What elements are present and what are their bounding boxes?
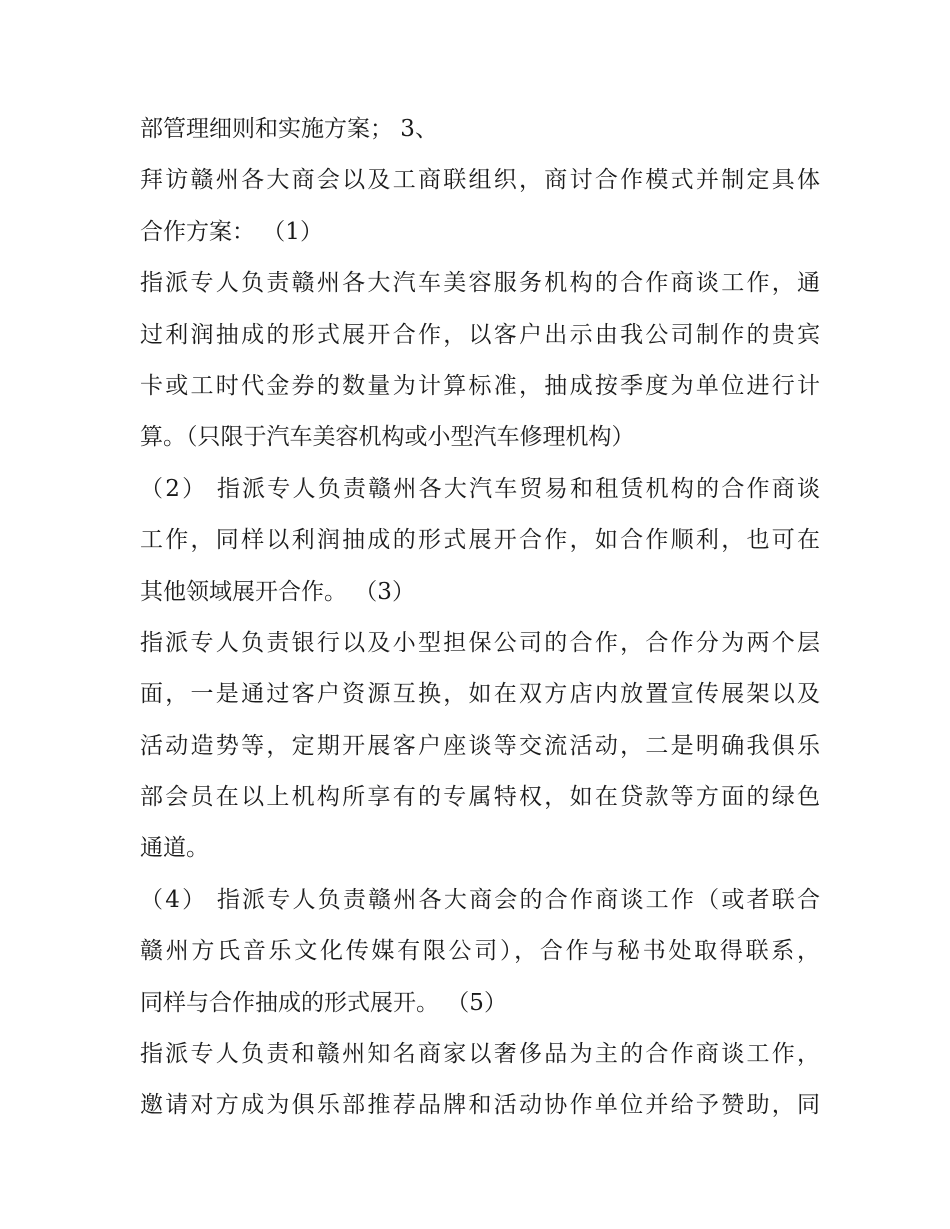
- text-line: （2） 指派专人负责赣州各大汽车贸易和租赁机构的合作商谈: [140, 475, 820, 502]
- text-line: 邀请对方成为俱乐部推荐品牌和活动协作单位并给予赞助，同: [140, 1092, 820, 1119]
- text-line: 同样与合作抽成的形式展开。 （5）: [140, 989, 507, 1016]
- text-line: 面，一是通过客户资源互换，如在双方店内放置宣传展架以及: [140, 681, 820, 708]
- text-line: 赣州方氏音乐文化传媒有限公司），合作与秘书处取得联系，: [140, 938, 820, 965]
- text-line: 部会员在以上机构所享有的专属特权，如在贷款等方面的绿色: [140, 784, 820, 811]
- text-line: 算。（只限于汽车美容机构或小型汽车修理机构）: [140, 424, 635, 451]
- body-text: [140, 104, 820, 1132]
- text-line: 拜访赣州各大商会以及工商联组织，商讨合作模式并制定具体: [140, 167, 820, 194]
- text-line: 指派专人负责和赣州知名商家以奢侈品为主的合作商谈工作，: [140, 1041, 820, 1068]
- text-line: 活动造势等，定期开展客户座谈等交流活动，二是明确我俱乐: [140, 732, 820, 759]
- text-line: 卡或工时代金券的数量为计算标准，抽成按季度为单位进行计: [140, 372, 820, 399]
- text-line: 指派专人负责赣州各大汽车美容服务机构的合作商谈工作，通: [140, 270, 820, 297]
- text-line: 过利润抽成的形式展开合作，以客户出示由我公司制作的贵宾: [140, 321, 820, 348]
- text-line: 工作，同样以利润抽成的形式展开合作，如合作顺利，也可在: [140, 527, 820, 554]
- text-line: 指派专人负责银行以及小型担保公司的合作，合作分为两个层: [140, 629, 820, 656]
- text-line: （4） 指派专人负责赣州各大商会的合作商谈工作（或者联合: [140, 886, 820, 913]
- text-line: 通道。: [140, 835, 209, 862]
- text-line: 部管理细则和实施方案； 3、: [140, 116, 438, 142]
- text-line: 合作方案： （1）: [140, 218, 323, 245]
- text-line: 其他领域展开合作。 （3）: [140, 578, 415, 605]
